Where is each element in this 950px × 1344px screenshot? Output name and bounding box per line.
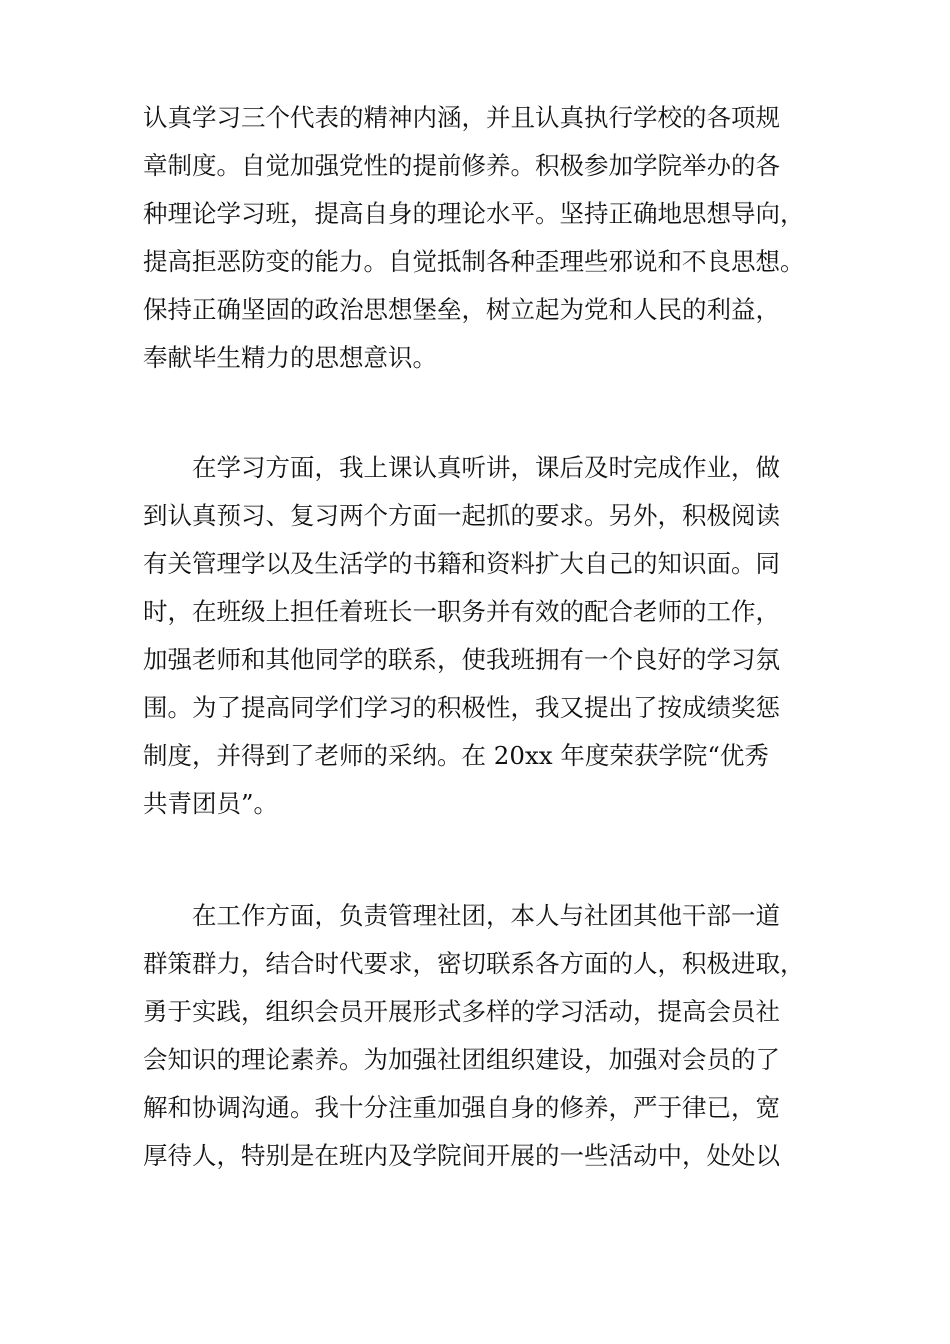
text-line: 厚待人，特别是在班内及学院间开展的一些活动中，处处以 [143, 1141, 780, 1170]
text-line: 认真学习三个代表的精神内涵，并且认真执行学校的各项规 [143, 103, 780, 132]
text-line: 到认真预习、复习两个方面一起抓的要求。另外，积极阅读 [143, 501, 780, 530]
text-line: 制度，并得到了老师的采纳。在 20xx 年度荣获学院“优秀 [143, 741, 769, 770]
paragraph-study [143, 444, 823, 828]
text-line: 在学习方面，我上课认真听讲，课后及时完成作业，做 [143, 453, 780, 482]
text-line: 勇于实践，组织会员开展形式多样的学习活动，提高会员社 [143, 997, 780, 1026]
text-line: 群策群力，结合时代要求，密切联系各方面的人，积极进取， [143, 949, 805, 978]
paragraph-work [143, 892, 823, 1180]
paragraph-political-thought [143, 94, 823, 382]
text-line: 加强老师和其他同学的联系，使我班拥有一个良好的学习氛 [143, 645, 780, 674]
text-line: 在工作方面，负责管理社团，本人与社团其他干部一道 [143, 901, 780, 930]
text-line: 围。为了提高同学们学习的积极性，我又提出了按成绩奖惩 [143, 693, 780, 722]
text-line: 会知识的理论素养。为加强社团组织建设，加强对会员的了 [143, 1045, 780, 1074]
text-line: 有关管理学以及生活学的书籍和资料扩大自己的知识面。同 [143, 549, 780, 578]
text-line: 章制度。自觉加强党性的提前修养。积极参加学院举办的各 [143, 151, 780, 180]
text-line: 种理论学习班，提高自身的理论水平。坚持正确地思想导向， [143, 199, 805, 228]
text-line: 提高拒恶防变的能力。自觉抵制各种歪理些邪说和不良思想。 [143, 247, 805, 276]
text-line: 保持正确坚固的政治思想堡垒，树立起为党和人民的利益， [143, 295, 780, 324]
text-line: 共青团员”。 [143, 789, 279, 818]
text-line: 解和协调沟通。我十分注重加强自身的修养，严于律已，宽 [143, 1093, 780, 1122]
text-line: 时，在班级上担任着班长一职务并有效的配合老师的工作， [143, 597, 780, 626]
text-line: 奉献毕生精力的思想意识。 [143, 343, 437, 372]
